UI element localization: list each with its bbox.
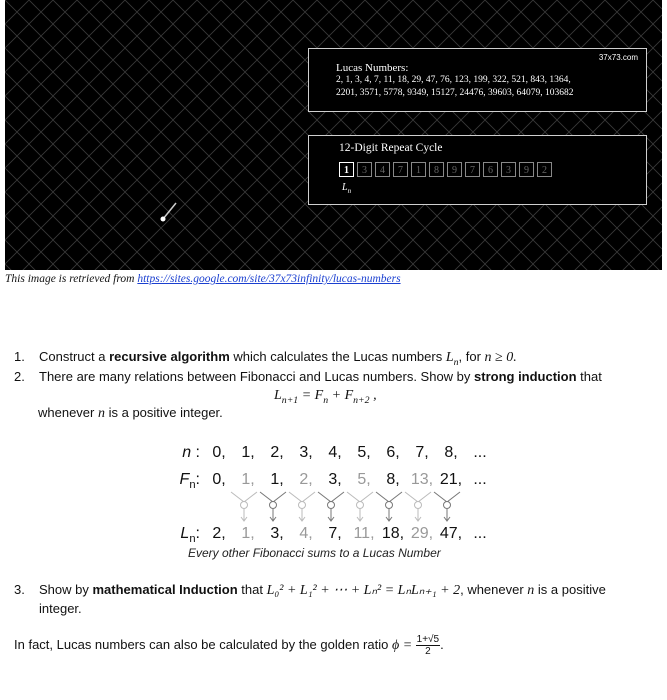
site-watermark: 37x73.com [598, 53, 638, 62]
cycle-title: 12-Digit Repeat Cycle [339, 142, 443, 154]
lucas-banner-image [5, 0, 662, 270]
cycle-digit-cell: 9 [447, 162, 462, 177]
n-value: ... [473, 444, 487, 461]
down-arrow [444, 509, 450, 521]
l-value: 4, [299, 525, 313, 542]
cycle-digit-cell: 6 [483, 162, 498, 177]
sum-arrow [376, 492, 402, 502]
f-value: 5, [357, 471, 371, 488]
l-value: 47, [439, 525, 463, 542]
image-source-caption: This image is retrieved from https://sites.google.com/site/37x73infinity/lucas-numbers [5, 273, 401, 285]
cycle-digit-cell: 8 [429, 162, 444, 177]
down-arrow [299, 509, 305, 521]
sum-arrow [260, 492, 286, 502]
problem-2-formula: $L_{n+1} = F_n + F_{n+2}$ , [274, 388, 377, 406]
cycle-label: $L_n$ [342, 182, 352, 195]
plus-node [415, 502, 422, 509]
f-value: 21, [439, 471, 463, 488]
lucas-title: Lucas Numbers: [336, 62, 409, 74]
sum-arrow [405, 492, 431, 502]
plus-node [328, 502, 335, 509]
n-value: 1, [241, 444, 255, 461]
sum-arrow [347, 492, 373, 502]
l-value: 7, [328, 525, 342, 542]
problem-3-continued: integer. [39, 601, 82, 616]
cycle-digit-cell: 7 [465, 162, 480, 177]
sum-arrow [231, 492, 257, 502]
l-value: 1, [241, 525, 255, 542]
n-value: 4, [328, 444, 342, 461]
plus-node [357, 502, 364, 509]
cycle-digit-cell: 3 [501, 162, 516, 177]
f-value: 0, [212, 471, 226, 488]
l-value: 3, [270, 525, 284, 542]
down-arrow [241, 509, 247, 521]
down-arrow [415, 509, 421, 521]
golden-ratio-note: In fact, Lucas numbers can also be calculated by the golden ratio ϕ = $\frac{1+√5}{2}$ . [14, 634, 444, 657]
f-value: 1, [270, 471, 284, 488]
n-value: 2, [270, 444, 284, 461]
phi-fraction: $\frac{1+√5}{2}$ [416, 634, 440, 657]
f-value: 3, [328, 471, 342, 488]
down-arrow [357, 509, 363, 521]
cycle-digit-cell: 2 [537, 162, 552, 177]
problem-2-condition: whenever n is a positive integer. [38, 405, 223, 421]
lucas-seq-line-2: 2201, 3571, 5778, 9349, 15127, 24476, 39603, 64079, 103682 [336, 88, 574, 98]
sum-arrow [434, 492, 460, 502]
figure-caption: Every other Fibonacci sums to a Lucas Number [188, 546, 441, 560]
l-value: 2, [212, 525, 226, 542]
plus-node [270, 502, 277, 509]
cycle-digit-row [339, 162, 555, 177]
l-value: ... [473, 525, 487, 542]
f-value: 8, [386, 471, 400, 488]
n-value: 8, [444, 444, 458, 461]
n-value: 5, [357, 444, 371, 461]
l-value: 29, [410, 525, 434, 542]
cycle-digit-cell: 9 [519, 162, 534, 177]
plus-node [444, 502, 451, 509]
f-value: 2, [299, 471, 313, 488]
n-value: 0, [212, 444, 226, 461]
lucas-sequence [336, 74, 636, 100]
plus-node [299, 502, 306, 509]
f-value: ... [473, 471, 487, 488]
n-value: 6, [386, 444, 400, 461]
plus-node [241, 502, 248, 509]
cycle-digit-cell: 7 [393, 162, 408, 177]
repeat-cycle-panel [308, 135, 647, 205]
lucas-seq-line-1: 2, 1, 3, 4, 7, 11, 18, 29, 47, 76, 123, 199, 322, 521, 843, 1364, [336, 75, 571, 85]
down-arrow [328, 509, 334, 521]
n-value: 7, [415, 444, 429, 461]
down-arrow [270, 509, 276, 521]
cycle-digit-cell: 3 [357, 162, 372, 177]
fibonacci-lucas-figure: n : $F_n$: $L_n$: Every other Fibonacci sums to a Lucas Number 0, 1, 2, 3, 4, 5, 6, 7, 8, ... 0, 1, 1, 2, 3, 5, 8, 13, 21, ... 2, 1, 3, 4, 7, 11, 18, 29, 47, ... [160, 442, 480, 566]
l-value: 18, [381, 525, 405, 542]
f-value: 1, [241, 471, 255, 488]
n-value: 3, [299, 444, 313, 461]
source-link[interactable]: https://sites.google.com/site/37x73infinity/lucas-numbers [137, 273, 401, 285]
sum-arrow [318, 492, 344, 502]
lucas-numbers-panel [308, 48, 647, 112]
sum-arrow [289, 492, 315, 502]
l-value: 11, [353, 525, 375, 542]
cycle-digit-cell: 1 [411, 162, 426, 177]
cycle-digit-cell: 1 [339, 162, 354, 177]
plus-node [386, 502, 393, 509]
down-arrow [386, 509, 392, 521]
cycle-digit-cell: 4 [375, 162, 390, 177]
f-value: 13, [410, 471, 434, 488]
